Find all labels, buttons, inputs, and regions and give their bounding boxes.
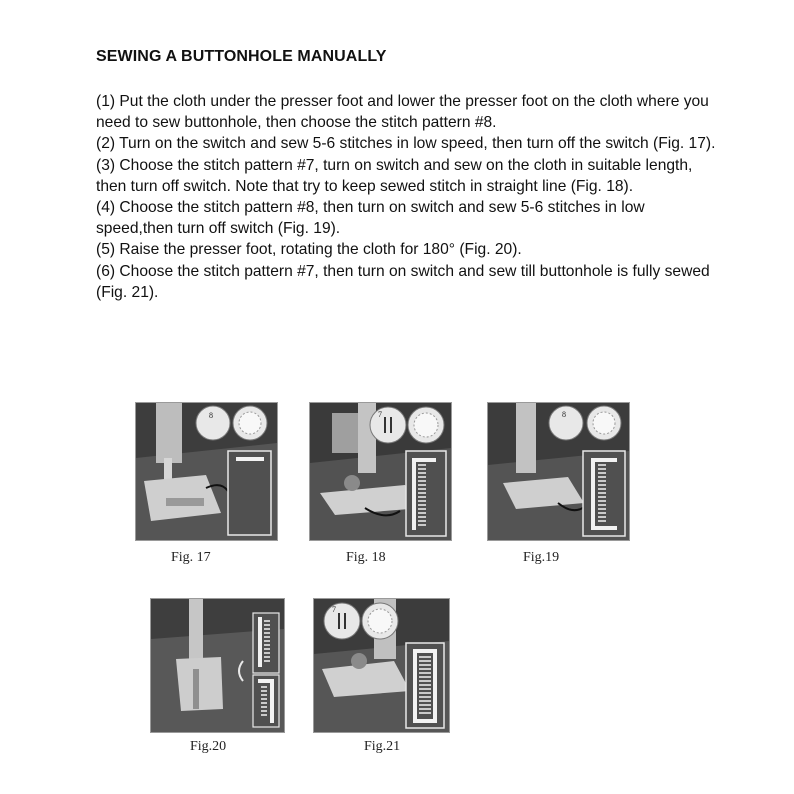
figure-17-image [135,402,278,541]
step-4: (4) Choose the stitch pattern #8, then turn on switch and sew 5-6 stitches in low speed,then turn off switch (Fig. 19). [96,199,645,238]
stitch-inset [228,451,271,535]
figure-18-caption: Fig. 18 [346,550,386,565]
pattern-number: 8 [209,411,213,420]
pattern-number: 8 [562,410,566,419]
step-2: (2) Turn on the switch and sew 5-6 stitches in low speed, then turn off the switch (Fig. 17). [96,135,716,153]
step-6: (6) Choose the stitch pattern #7, then turn on switch and sew till buttonhole is fully sewed (Fig. 21). [96,262,710,301]
step-1: (1) Put the cloth under the presser foot and lower the presser foot on the cloth where you need to sew buttonhole, then choose the stitch pattern #8. [96,93,709,132]
pattern-number: 7 [378,410,382,419]
instruction-steps [96,91,716,303]
step-3: (3) Choose the stitch pattern #7, turn on switch and sew on the cloth in suitable length, then turn off switch. Note that try to keep sewed stitch in straight line (Fig. 18). [96,156,693,195]
figure-20-caption: Fig.20 [190,739,227,754]
page-title: SEWING A BUTTONHOLE MANUALLY [96,48,387,65]
figure-17-caption: Fig. 17 [171,550,211,565]
figure-21-image [313,598,450,733]
figure-20-image [150,598,285,733]
figure-19-image [487,402,630,541]
step-5: (5) Raise the presser foot, rotating the cloth for 180° (Fig. 20). [96,241,522,259]
figure-21-caption: Fig.21 [364,739,401,754]
figure-18-image [309,402,452,541]
pattern-number: 7 [332,605,336,614]
stitch-inset [253,613,279,673]
figure-19-caption: Fig.19 [523,550,560,565]
